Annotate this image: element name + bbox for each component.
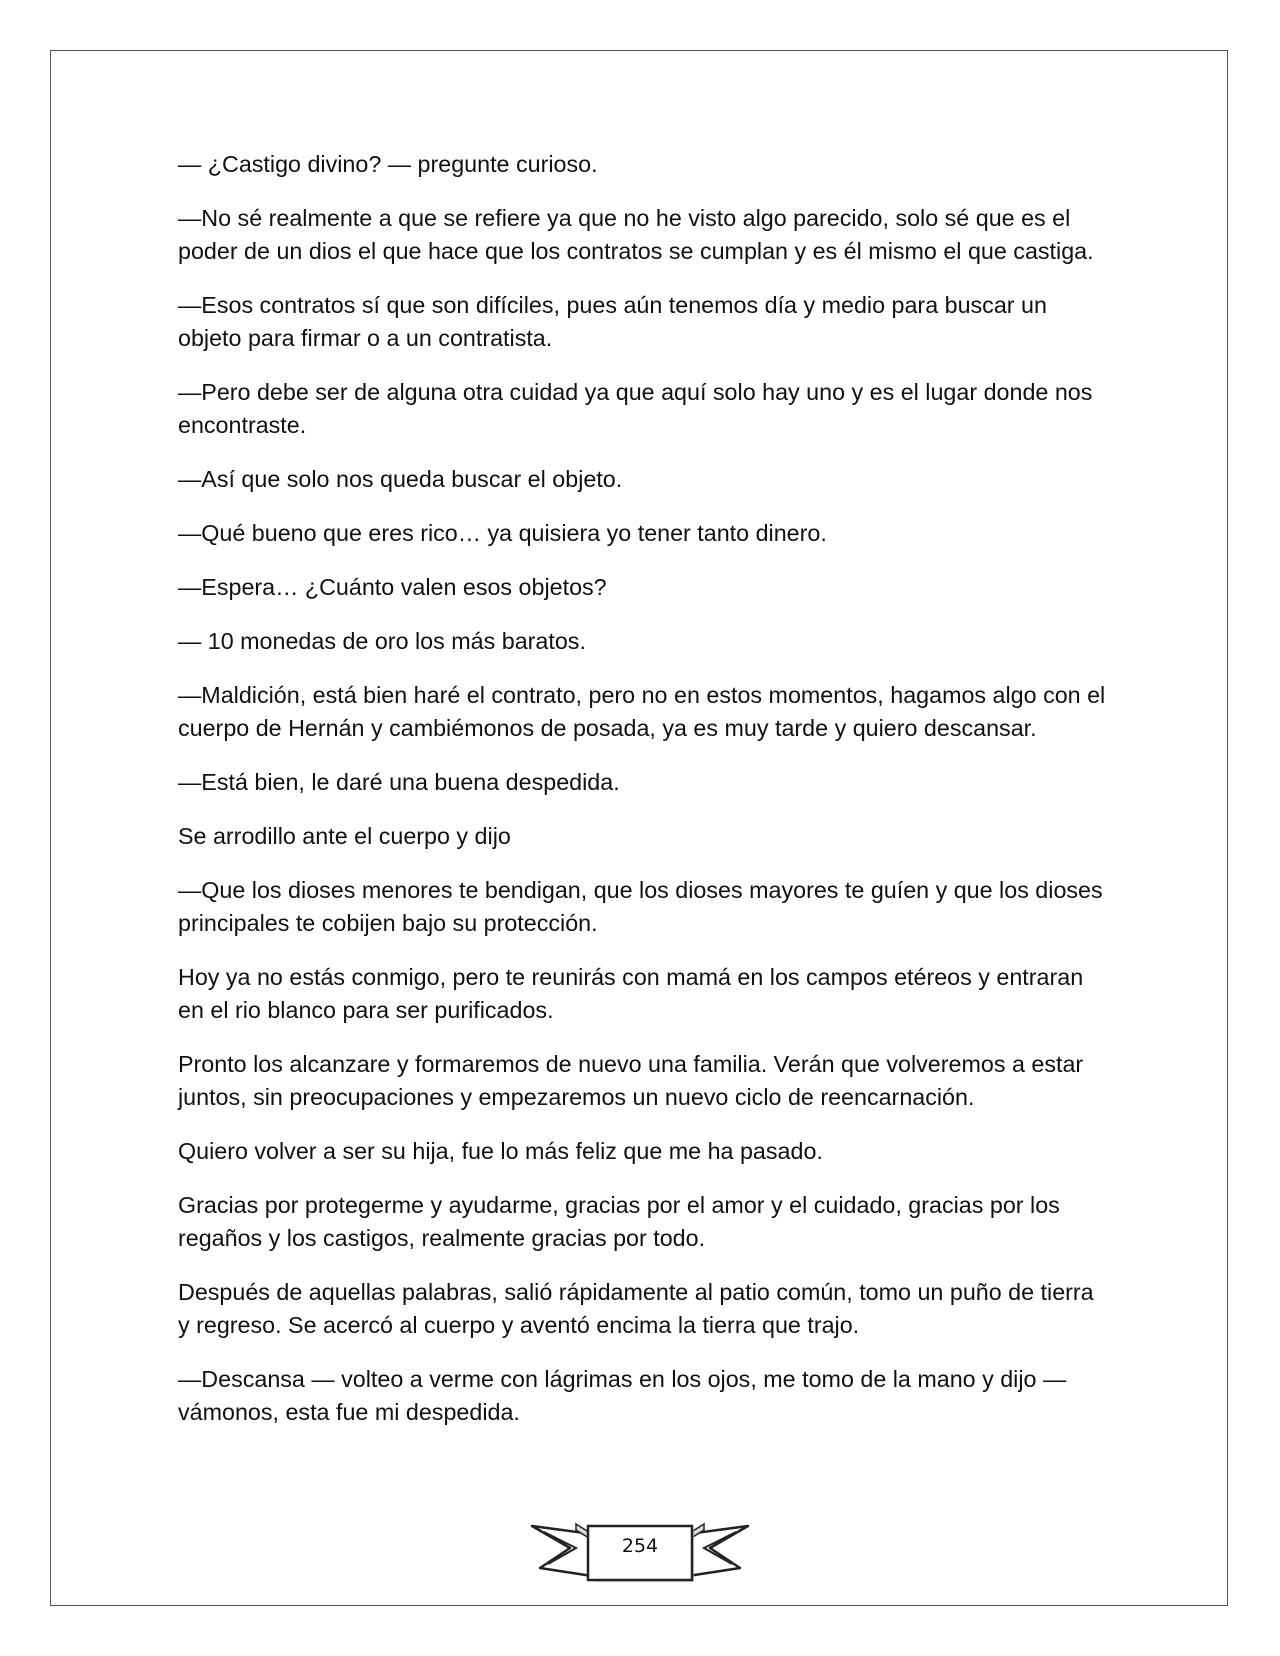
paragraph-18: —Descansa — volteo a verme con lágrimas en los ojos, me tomo de la mano y dijo — vámonos, esta fue mi despedida. [178, 1366, 1067, 1425]
paragraph-10: —Está bien, le daré una buena despedida. [178, 769, 620, 795]
paragraph-9: —Maldición, está bien haré el contrato, pero no en estos momentos, hagamos algo con el cuerpo de Hernán y cambiémonos de posada, ya es muy tarde y quiero descansar. [178, 682, 1106, 741]
paragraph-13: Hoy ya no estás conmigo, pero te reunirás con mamá en los campos etéreos y entraran en el rio blanco para ser purificados. [178, 964, 1084, 1023]
page-number-banner [530, 1518, 750, 1590]
paragraph-3: —Esos contratos sí que son difíciles, pues aún tenemos día y medio para buscar un objeto para firmar o a un contratista. [178, 292, 1047, 351]
paragraph-17: Después de aquellas palabras, salió rápidamente al patio común, tomo un puño de tierra y regreso. Se acercó al cuerpo y aventó encima la tierra que trajo. [178, 1279, 1094, 1338]
paragraph-1: — ¿Castigo divino? — pregunte curioso. [178, 151, 598, 177]
paragraph-14: Pronto los alcanzare y formaremos de nuevo una familia. Verán que volveremos a estar juntos, sin preocupaciones y empezaremos un nuevo ciclo de reencarnación. [178, 1051, 1084, 1110]
paragraph-12: —Que los dioses menores te bendigan, que los dioses mayores te guíen y que los dioses principales te cobijen bajo su protección. [178, 877, 1103, 936]
paragraph-8: — 10 monedas de oro los más baratos. [178, 628, 586, 654]
text-body [178, 148, 1108, 1450]
paragraph-11: Se arrodillo ante el cuerpo y dijo [178, 823, 511, 849]
paragraph-15: Quiero volver a ser su hija, fue lo más feliz que me ha pasado. [178, 1138, 823, 1164]
paragraph-7: —Espera… ¿Cuánto valen esos objetos? [178, 574, 607, 600]
page-number: 254 [621, 1535, 659, 1557]
paragraph-2: —No sé realmente a que se refiere ya que no he visto algo parecido, solo sé que es el poder de un dios el que hace que los contratos se cumplan y es él mismo el que castiga. [178, 205, 1094, 264]
paragraph-16: Gracias por protegerme y ayudarme, gracias por el amor y el cuidado, gracias por los regaños y los castigos, realmente gracias por todo. [178, 1192, 1060, 1251]
paragraph-5: —Así que solo nos queda buscar el objeto. [178, 466, 623, 492]
paragraph-6: —Qué bueno que eres rico… ya quisiera yo tener tanto dinero. [178, 520, 827, 546]
paragraph-4: —Pero debe ser de alguna otra cuidad ya que aquí solo hay uno y es el lugar donde nos encontraste. [178, 379, 1093, 438]
